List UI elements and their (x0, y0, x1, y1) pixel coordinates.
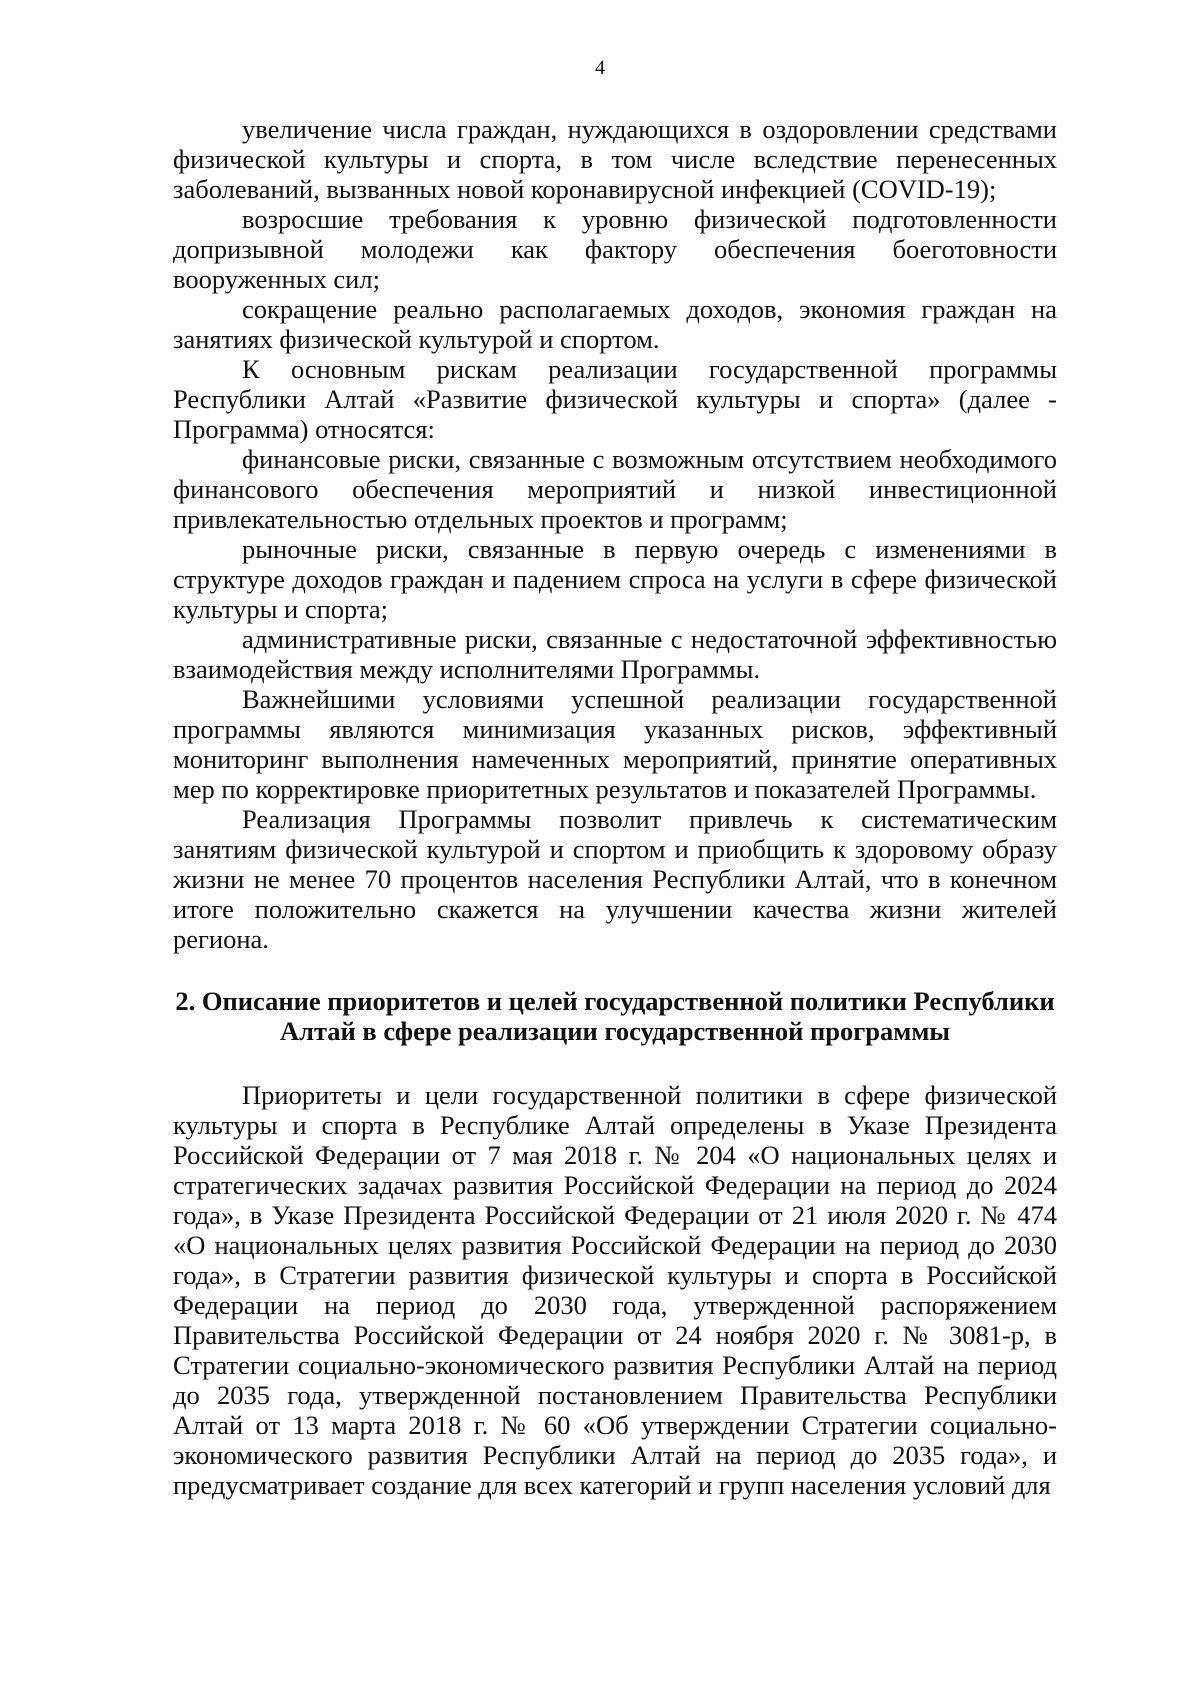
section-heading (173, 986, 1057, 1046)
page-number: 4 (595, 57, 605, 79)
paragraph: возросшие требования к уровню физической подготовленности допризывной молодежи как фактору обеспечения боеготовности вооруженных сил; (173, 204, 1057, 294)
section-heading-line: Алтай в сфере реализации государственной программы (279, 1016, 951, 1046)
paragraph: Важнейшими условиями успешной реализации государственной программы являются минимизация указанных рисков, эффективный мониторинг выполнения намеченных мероприятий, принятие оперативных мер по корректировке приоритетных результатов и показателей Программы. (173, 684, 1057, 804)
paragraph: увеличение числа граждан, нуждающихся в оздоровлении средствами физической культуры и спорта, в том числе вследствие перенесенных заболеваний, вызванных новой коронавирусной инфекцией (COVID-19); (173, 114, 1057, 204)
paragraph: рыночные риски, связанные в первую очередь с изменениями в структуре доходов граждан и падением спроса на услуги в сфере физической культуры и спорта; (173, 534, 1057, 624)
paragraph: сокращение реально располагаемых доходов, экономия граждан на занятиях физической культурой и спортом. (173, 294, 1057, 354)
paragraph: административные риски, связанные с недостаточной эффективностью взаимодействия между исполнителями Программы. (173, 624, 1057, 684)
paragraph: Приоритеты и цели государственной политики в сфере физической культуры и спорта в Республике Алтай определены в Указе Президента Российской Федерации от 7 мая 2018 г. № 204 «О национальных целях и стратегических задачах развития Российской Федерации на период до 2024 года», в Указе Президента Российской Федерации от 21 июля 2020 г. № 474 «О национальных целях развития Российской Федерации на период до 2030 года», в Стратегии развития физической культуры и спорта в Российской Федерации на период до 2030 года, утвержденной распоряжением Правительства Российской Федерации от 24 ноября 2020 г. № 3081-р, в Стратегии социально-экономического развития Республики Алтай на период до 2035 года, утвержденной постановлением Правительства Республики Алтай от 13 марта 2018 г. № 60 «Об утверждении Стратегии социально-экономического развития Республики Алтай на период до 2035 года», и предусматривает создание для всех категорий и групп населения условий для (173, 1080, 1057, 1500)
paragraph: К основным рискам реализации государственной программы Республики Алтай «Развитие физической культуры и спорта» (далее - Программа) относятся: (173, 354, 1057, 444)
paragraph: Реализация Программы позволит привлечь к систематическим занятиям физической культурой и спортом и приобщить к здоровому образу жизни не менее 70 процентов населения Республики Алтай, что в конечном итоге положительно скажется на улучшении качества жизни жителей региона. (173, 804, 1057, 954)
paragraph: финансовые риски, связанные с возможным отсутствием необходимого финансового обеспечения мероприятий и низкой инвестиционной привлекательностью отдельных проектов и программ; (173, 444, 1057, 534)
section-heading-line: 2. Описание приоритетов и целей государственной политики Республики (175, 986, 1055, 1016)
document-body (173, 114, 1057, 1500)
